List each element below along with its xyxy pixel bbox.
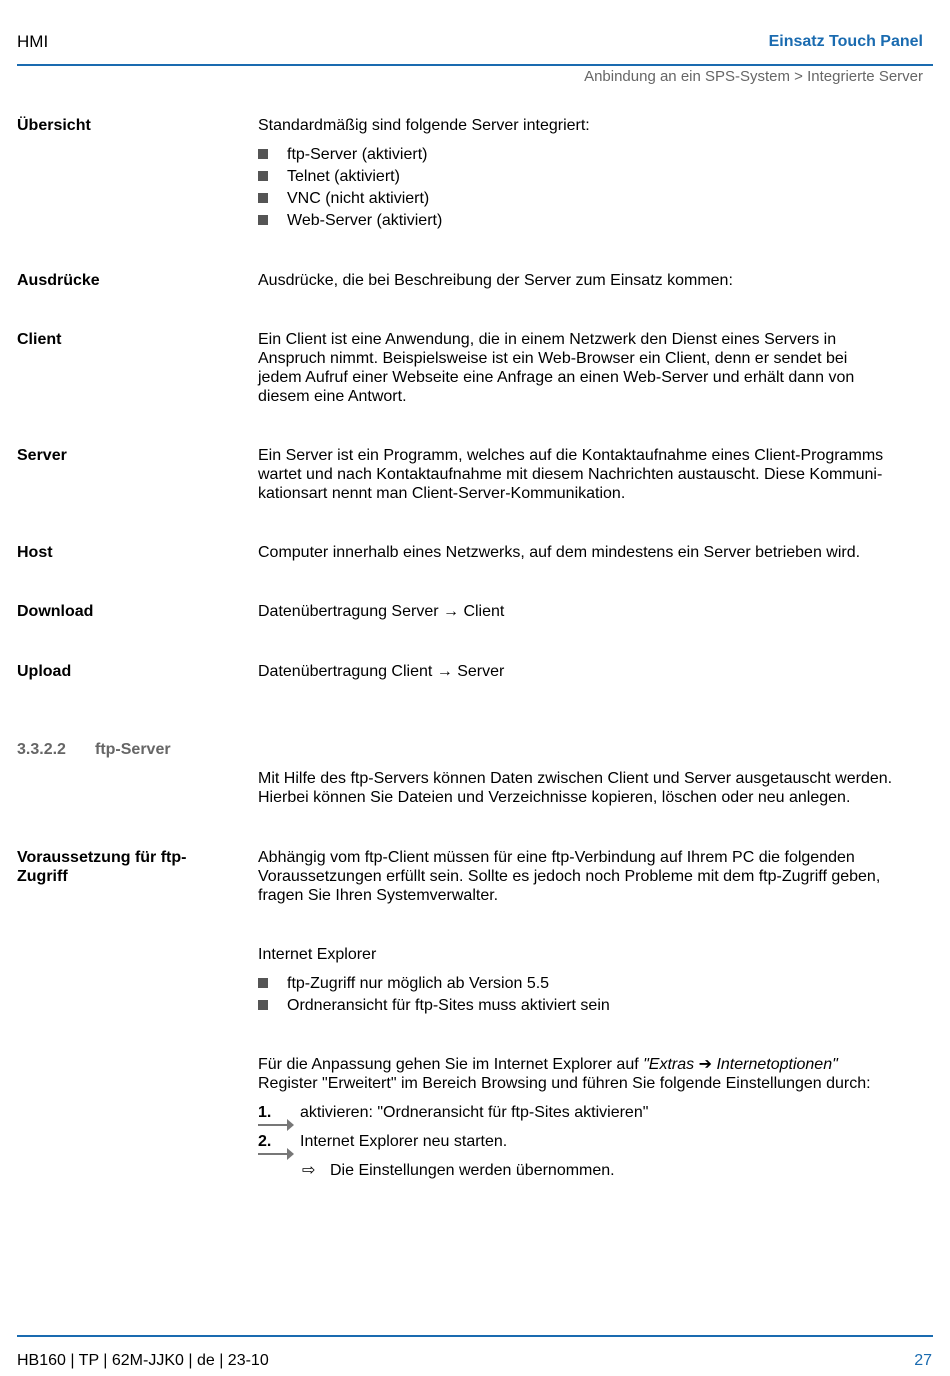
header-title: HMI — [17, 32, 49, 51]
label-download: Download — [17, 603, 94, 620]
list-item: ftp-Zugriff nur möglich ab Version 5.5 — [258, 974, 549, 993]
bullet-square-icon — [258, 193, 268, 203]
list-item: Telnet (aktiviert) — [258, 167, 400, 186]
list-item: Web-Server (aktiviert) — [258, 211, 442, 230]
step-number: 2. — [258, 1132, 300, 1151]
label-server: Server — [17, 447, 67, 464]
footer-divider — [17, 1335, 933, 1337]
breadcrumb: Anbindung an ein SPS-System > Integrierte Server — [584, 68, 923, 85]
voraussetzung-text: Abhängig vom ftp-Client müssen für eine ftp-Verbindung auf Ihrem PC die folgenden Voraussetzungen erfüllt sein. Sollte es jedoch noch Probleme mit dem ftp-Zugriff geben, fragen Sie Ihren Systemverwalter. — [258, 849, 881, 904]
label-ausdruecke: Ausdrücke — [17, 272, 100, 289]
upload-text: Datenübertragung Client → Server — [258, 663, 505, 680]
ftp-intro: Mit Hilfe des ftp-Servers können Daten zwischen Client und Server ausgetauscht werden. Hierbei können Sie Dateien und Verzeichnisse kopieren, löschen oder neu anlegen. — [258, 770, 893, 806]
client-text: Ein Client ist eine Anwendung, die in einem Netzwerk den Dienst eines Servers in Anspruch nimmt. Beispielsweise ist ein Web-Browser ein Client, denn er sendet bei jedem Aufruf einer Webseite eine Anfrage an einen Web-Server und erhält dann von diesem eine Antwort. — [258, 331, 855, 405]
label-uebersicht: Übersicht — [17, 117, 91, 134]
list-item: ftp-Server (aktiviert) — [258, 145, 427, 164]
label-upload: Upload — [17, 663, 72, 680]
header-divider — [17, 64, 933, 66]
ausdruecke-text: Ausdrücke, die bei Beschreibung der Server zum Einsatz kommen: — [258, 272, 733, 289]
bullet-square-icon — [258, 978, 268, 988]
host-text: Computer innerhalb eines Netzwerks, auf dem mindestens ein Server betrieben wird. — [258, 544, 861, 561]
page-number: 27 — [914, 1352, 932, 1369]
label-client: Client — [17, 331, 62, 348]
anpassung-text: Für die Anpassung gehen Sie im Internet Explorer auf "Extras ➔ Internetoptionen" Register "Erweitert" im Bereich Browsing und führen Sie folgende Einstellungen durch: — [258, 1056, 871, 1092]
footer-doc-id: HB160 | TP | 62M-JJK0 | de | 23-10 — [17, 1352, 269, 1369]
bullet-square-icon — [258, 149, 268, 159]
server-text: Ein Server ist ein Programm, welches auf die Kontaktaufnahme eines Client-Programms wartet und nach Kontaktaufnahme mit diesem Nachrichten austauscht. Diese Kommuni- kationsart nennt man Client-Server-Kommunikation. — [258, 447, 884, 502]
step-item: 2. Internet Explorer neu starten. — [258, 1132, 507, 1151]
result-arrow-icon: ⇨ — [302, 1162, 316, 1179]
ie-heading: Internet Explorer — [258, 946, 377, 963]
step-item: 1. aktivieren: "Ordneransicht für ftp-Sites aktivieren" — [258, 1103, 648, 1122]
label-host: Host — [17, 544, 53, 561]
step-number: 1. — [258, 1103, 300, 1122]
section-title: ftp-Server — [95, 741, 171, 758]
section-number: 3.3.2.2 — [17, 741, 66, 758]
list-item: VNC (nicht aktiviert) — [258, 189, 429, 208]
step-result: ⇨ Die Einstellungen werden übernommen. — [302, 1162, 615, 1179]
bullet-square-icon — [258, 215, 268, 225]
label-voraussetzung: Voraussetzung für ftp- Zugriff — [17, 849, 187, 885]
download-text: Datenübertragung Server → Client — [258, 603, 505, 620]
header-chapter: Einsatz Touch Panel — [768, 33, 923, 50]
bullet-square-icon — [258, 1000, 268, 1010]
bullet-square-icon — [258, 171, 268, 181]
uebersicht-intro: Standardmäßig sind folgende Server integriert: — [258, 117, 590, 134]
list-item: Ordneransicht für ftp-Sites muss aktiviert sein — [258, 996, 610, 1015]
